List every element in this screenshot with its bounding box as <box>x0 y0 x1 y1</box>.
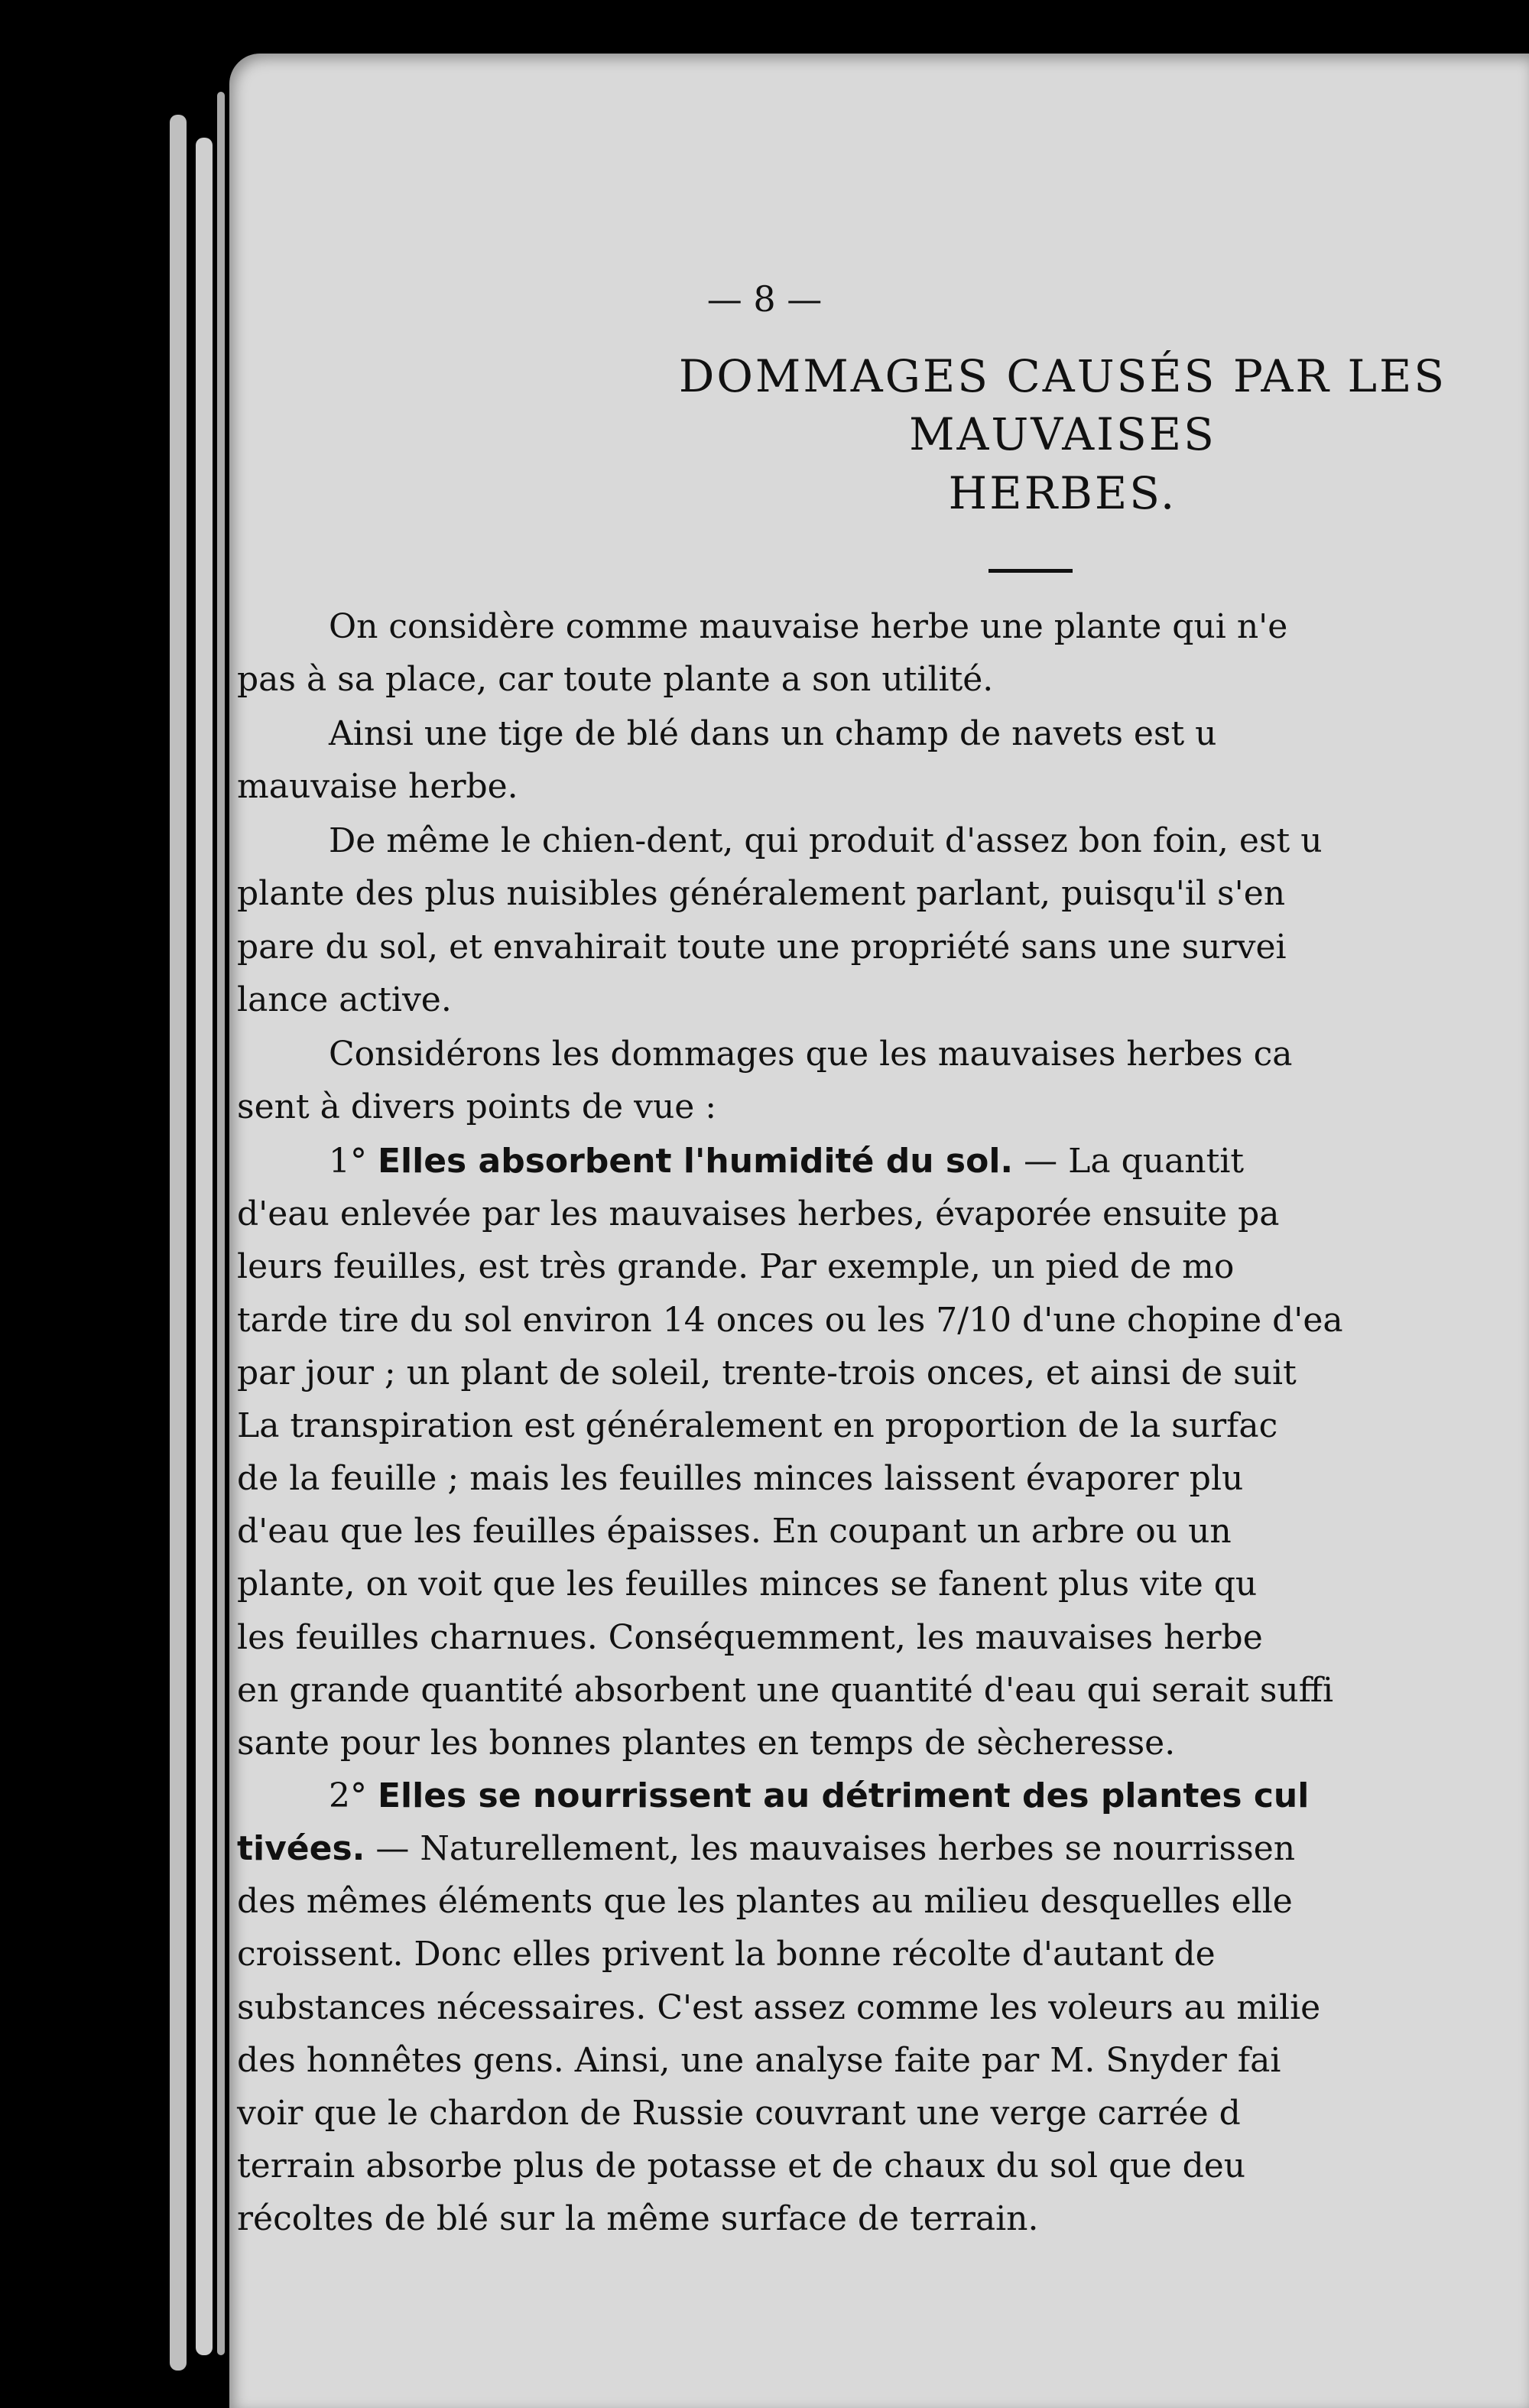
text-line <box>237 817 1529 864</box>
line-text: Ainsi une tige de blé dans un champ de navets est u <box>329 713 1217 753</box>
section-heading-line <box>237 1773 1529 1819</box>
text-line: plante, on voit que les feuilles minces se fanent plus vite qu <box>237 1565 1258 1604</box>
line-text: pare du sol, et envahirait toute une propriété sans une survei <box>237 927 1287 967</box>
section-number: 2° <box>329 1776 378 1816</box>
text-line: en grande quantité absorbent une quantité d'eau qui serait suffi <box>237 1670 1334 1710</box>
line-text: La quantit <box>1068 1142 1245 1181</box>
text-line: substances nécessaires. C'est assez comme les voleurs au milie <box>237 1987 1321 2027</box>
text-line <box>237 656 1529 703</box>
text-line <box>237 1031 1529 1077</box>
section-heading: Elles absorbent l'humidité du sol. <box>377 1142 1014 1181</box>
text-line <box>237 870 1529 917</box>
title-rule <box>988 569 1073 573</box>
intro-paragraphs <box>237 603 1529 1131</box>
section-dash: — <box>1013 1142 1069 1181</box>
text-line <box>237 710 1529 757</box>
section-number: 1° <box>329 1142 378 1181</box>
text-line <box>237 603 1529 650</box>
text-line: croissent. Donc elles privent la bonne récolte d'autant de <box>237 1935 1216 1974</box>
section-heading: tivées. <box>237 1829 365 1869</box>
text-line: terrain absorbe plus de potasse et de chaux du sol que deu <box>237 2146 1246 2186</box>
text-line: de la feuille ; mais les feuilles minces laissent évaporer plu <box>237 1459 1244 1499</box>
paragraph <box>237 603 1529 703</box>
text-line: tarde tire du sol environ 14 onces ou les 7/10 d'une chopine d'ea <box>237 1300 1343 1340</box>
text-line: voir que le chardon de Russie couvrant une verge carrée d <box>237 2093 1241 2133</box>
text-line <box>237 977 1529 1023</box>
page-content <box>237 275 1529 2248</box>
line-text: plante des plus nuisibles généralement parlant, puisqu'il s'en <box>237 874 1286 914</box>
line-text: sent à divers points de vue : <box>237 1087 717 1126</box>
section-heading-line <box>237 1825 1529 1872</box>
line-text: Naturellement, les mauvaises herbes se nourrissen <box>420 1829 1296 1869</box>
page-number: — 8 — <box>706 278 823 320</box>
line-text: Considérons les dommages que les mauvaises herbes ca <box>329 1034 1293 1074</box>
paragraph <box>237 1031 1529 1130</box>
page-edge-shadow <box>170 115 187 2371</box>
text-line: par jour ; un plant de soleil, trente-trois onces, et ainsi de suit <box>237 1353 1297 1392</box>
page-edge-shadow <box>217 92 225 2355</box>
text-line: sante pour les bonnes plantes en temps de sècheresse. <box>237 1723 1176 1763</box>
text-line: d'eau enlevée par les mauvaises herbes, évaporée ensuite pa <box>237 1194 1280 1234</box>
section-heading: Elles se nourrissent au détriment des plantes cul <box>377 1776 1310 1816</box>
section-heading-line <box>237 1138 1529 1185</box>
title-line: DOMMAGES CAUSÉS PAR LES MAUVAISES <box>678 349 1447 461</box>
text-line: La transpiration est généralement en proportion de la surfac <box>237 1405 1278 1445</box>
title-line: HERBES. <box>948 467 1177 520</box>
text-line <box>237 1084 1529 1130</box>
section-nutrients <box>237 1773 1529 2242</box>
text-line: les feuilles charnues. Conséquemment, les mauvaises herbe <box>237 1617 1263 1657</box>
text-line: récoltes de blé sur la même surface de terrain. <box>237 2199 1039 2239</box>
section-humidity <box>237 1138 1529 1766</box>
text-line: d'eau que les feuilles épaisses. En coupant un arbre ou un <box>237 1512 1232 1552</box>
text-line <box>237 763 1529 810</box>
page-edge-shadow <box>196 138 213 2355</box>
text-line: leurs feuilles, est très grande. Par exemple, un pied de mo <box>237 1247 1235 1287</box>
text-line <box>237 924 1529 970</box>
text-line: des honnêtes gens. Ainsi, une analyse faite par M. Snyder fai <box>237 2040 1281 2080</box>
page-title <box>528 347 1529 523</box>
line-text: mauvaise herbe. <box>237 767 518 807</box>
line-text: On considère comme mauvaise herbe une plante qui n'e <box>329 606 1288 646</box>
paragraph <box>237 710 1529 810</box>
section-dash: — <box>365 1829 420 1869</box>
text-line: des mêmes éléments que les plantes au milieu desquelles elle <box>237 1882 1293 1922</box>
line-text: pas à sa place, car toute plante a son utilité. <box>237 659 994 699</box>
paragraph <box>237 817 1529 1023</box>
line-text: lance active. <box>237 980 452 1019</box>
line-text: De même le chien-dent, qui produit d'assez bon foin, est u <box>329 821 1323 861</box>
